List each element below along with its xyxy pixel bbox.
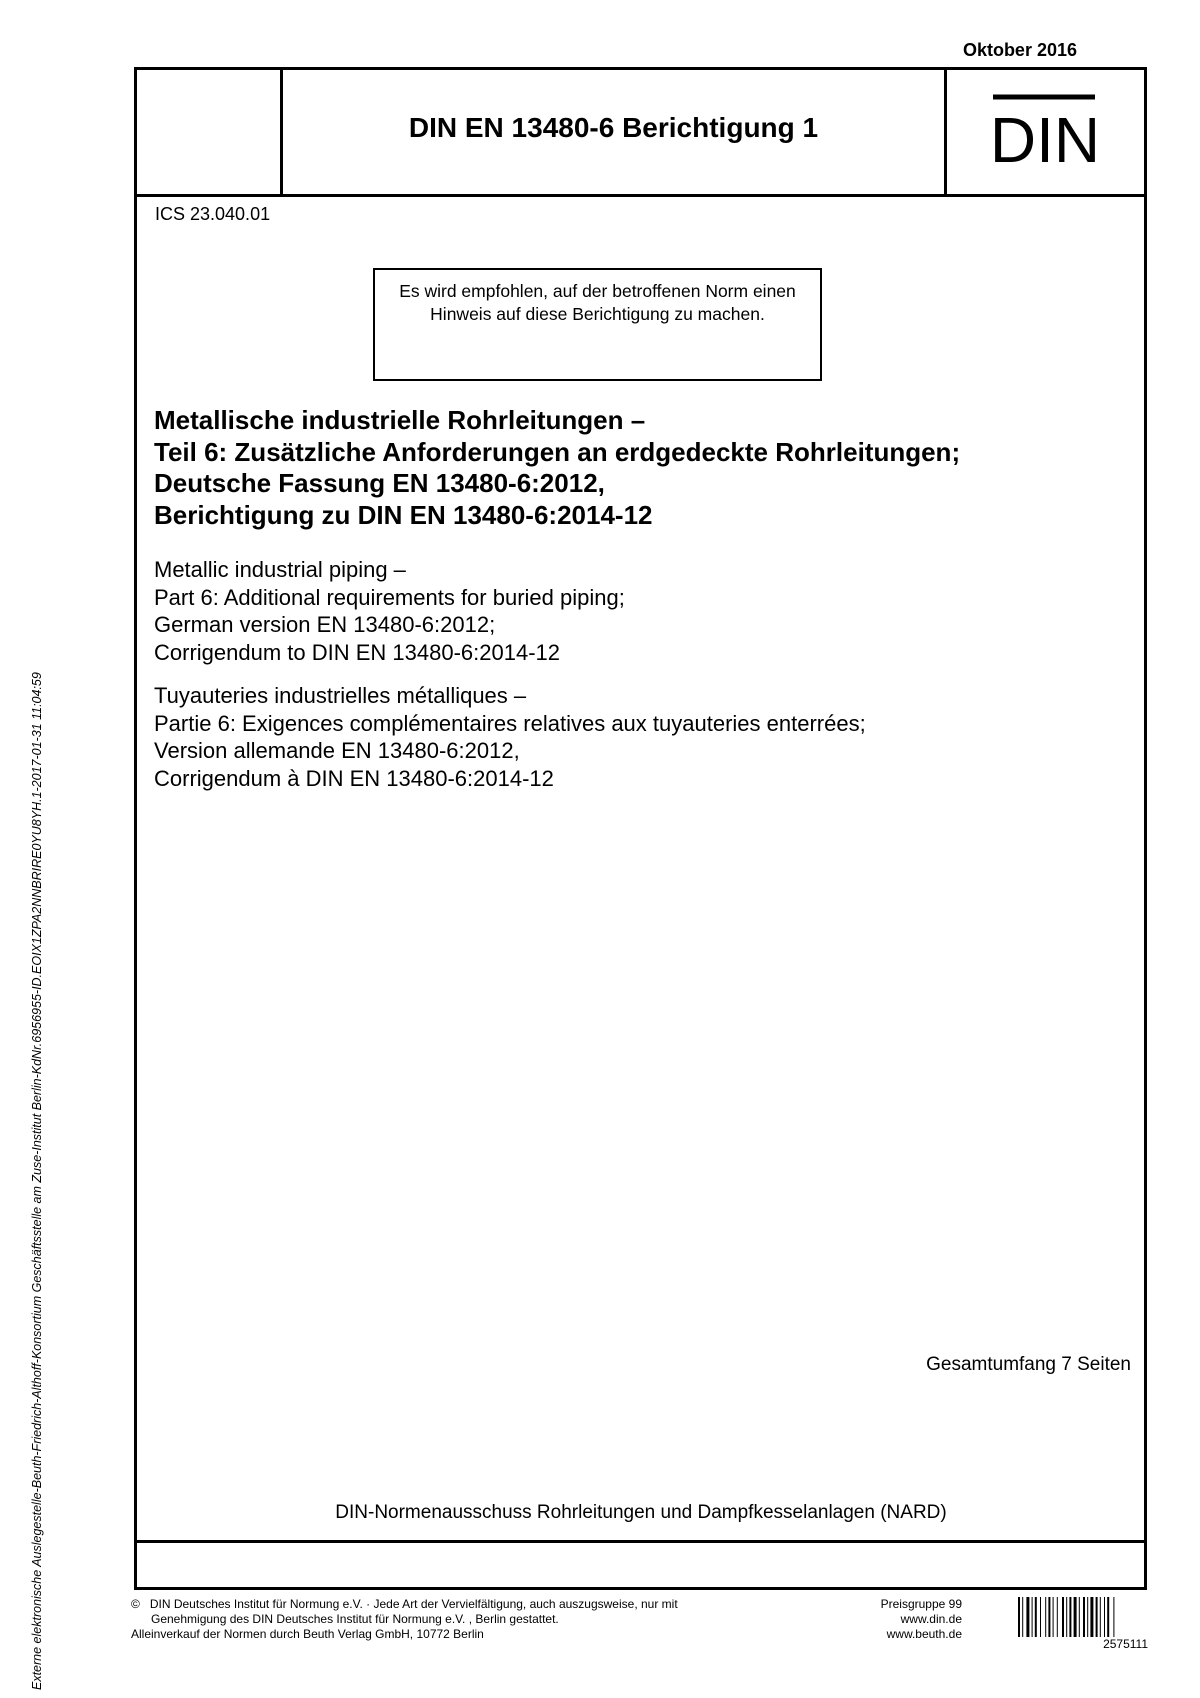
title-en-line: Corrigendum to DIN EN 13480-6:2014-12 (154, 639, 561, 665)
title-english (154, 556, 1114, 666)
sidebar-license-text: Externe elektronische Auslegestelle-Beuth-Friedrich-Althoff-Konsortium Geschäftsstelle am Zuse-Institut Berlin-KdNr.6956955-ID.EOIX1ZPA2NNBRIRE0YU8YH.1-2017-01-31 11:04:59 (30, 672, 44, 1690)
notice-text: Es wird empfohlen, auf der betroffenen Norm einen Hinweis auf diese Berichtigung zu machen. (399, 281, 796, 324)
title-en-line: Part 6: Additional requirements for buried piping; (154, 584, 625, 610)
price-group: Preisgruppe 99 (880, 1597, 962, 1611)
title-en-line: German version EN 13480-6:2012; (154, 612, 496, 637)
publication-date: Oktober 2016 (962, 40, 1077, 60)
din-logo-text: DIN (989, 104, 1101, 172)
title-de-line: Berichtigung zu DIN EN 13480-6:2014-12 (154, 499, 653, 530)
barcode-icon (1018, 1597, 1148, 1637)
title-fr-line: Partie 6: Exigences complémentaires relatives aux tuyauteries enterrées; (154, 710, 866, 736)
ics-code: ICS 23.040.01 (155, 204, 271, 224)
page-count: Gesamtumfang 7 Seiten (926, 1354, 1131, 1375)
title-de-line: Metallische industrielle Rohrleitungen – (154, 405, 646, 435)
footer-divider (134, 1540, 1147, 1543)
title-de-line: Teil 6: Zusätzliche Anforderungen an erdgedeckte Rohrleitungen; (154, 436, 961, 467)
copyright-line: Genehmigung des DIN Deutsches Institut für Normung e.V. , Berlin gestattet. (131, 1612, 559, 1626)
notice-box (373, 268, 822, 381)
title-german (154, 405, 1114, 531)
copyright-line: © DIN Deutsches Institut für Normung e.V. · Jede Art der Vervielfältigung, auch auszugsweise, nur mit (131, 1597, 678, 1611)
title-en-line: Metallic industrial piping – (154, 557, 406, 582)
title-de-line: Deutsche Fassung EN 13480-6:2012, (154, 468, 605, 498)
title-french (154, 682, 1114, 792)
copyright-notice (131, 1597, 851, 1642)
document-id: DIN EN 13480-6 Berichtigung 1 (408, 112, 819, 143)
beuth-website: www.beuth.de (886, 1627, 962, 1641)
barcode-number: 2575111 (1103, 1637, 1148, 1651)
title-fr-line: Tuyauteries industrielles métalliques – (154, 683, 527, 708)
title-fr-line: Version allemande EN 13480-6:2012, (154, 738, 520, 763)
din-logo-icon (947, 92, 1144, 172)
committee-name: DIN-Normenausschuss Rohrleitungen und Dampfkesselanlagen (NARD) (335, 1502, 947, 1523)
din-website: www.din.de (900, 1612, 962, 1626)
title-fr-line: Corrigendum à DIN EN 13480-6:2014-12 (154, 765, 554, 791)
price-info (838, 1597, 962, 1642)
copyright-line: Alleinverkauf der Normen durch Beuth Verlag GmbH, 10772 Berlin (131, 1627, 484, 1641)
